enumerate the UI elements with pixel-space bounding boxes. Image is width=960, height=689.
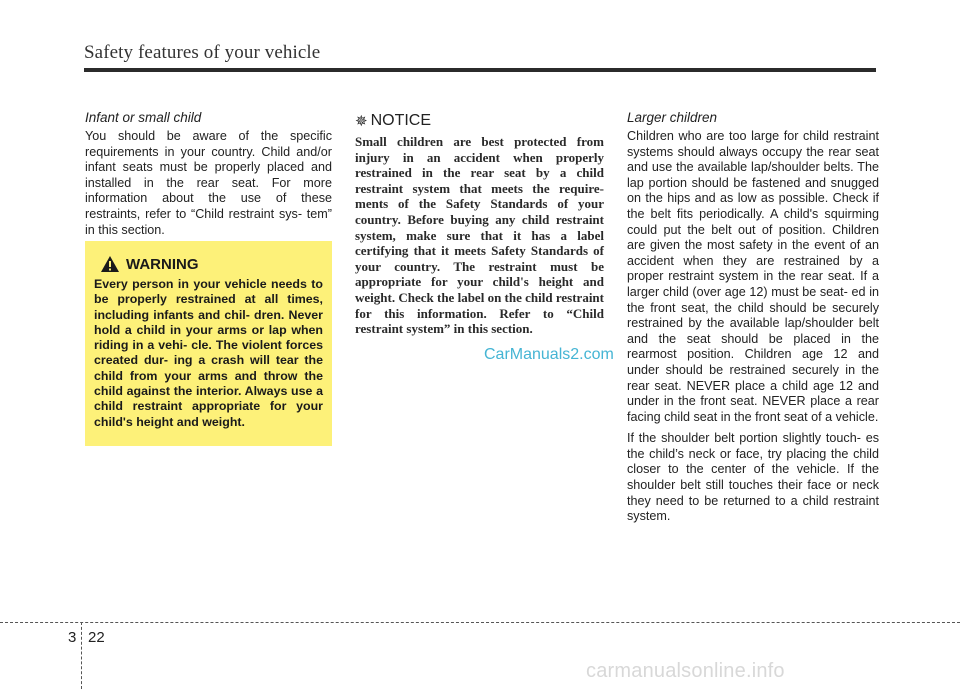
- column-notice: [355, 110, 604, 337]
- warning-box: [85, 241, 332, 446]
- larger-children-paragraph-2: If the shoulder belt portion slightly touch- es the child’s neck or face, try placing the child closer to the center of the vehicle. If the shoulder belt still touches their face or neck they need to be returned to a child restraint system.: [627, 431, 879, 524]
- footer-rule: [0, 622, 960, 623]
- column-larger-children: [627, 110, 879, 525]
- site-watermark: carmanualsonline.info: [586, 660, 785, 682]
- header-rule: [84, 68, 876, 72]
- warning-text: Every person in your vehicle needs to be properly restrained at all times, including infants and chil- dren. Never hold a child in your arms or lap when riding in a vehi- cle. The violent forces created dur- ing a crash will tear the child from your arms and throw the child against the interior. Always use a child restraint appropriate for your child's height and weight.: [94, 277, 323, 429]
- notice-header: [355, 112, 604, 130]
- page-number: 22: [88, 629, 105, 646]
- larger-children-paragraph-1: Children who are too large for child restraint systems should always occupy the rear seat and use the available lap/shoulder belts. The lap portion should be fastened and snugged on the hips and as low as possible. Check if the belt fits periodically. A child's squirming could put the belt out of position. Children are given the most safety in the event of an accident when they are restrained by a proper restraint system in the rear seat. If a larger child (over age 12) must be seat- ed in the front seat, the child should be securely restrained by the available lap/shoulder belt and the seat should be placed in the rearmost position. Children age 12 and under should be restrained securely in the rear seat. NEVER place a child age 12 and under in the front seat. NEVER place a rear facing child seat in the front seat of a vehicle.: [627, 129, 879, 424]
- subhead-larger-children: Larger children: [627, 110, 718, 125]
- asterisk-icon: ✵: [355, 113, 368, 130]
- notice-text: Small children are best protected from injury in an accident when properly restrained in the rear seat by a child restraint system that meets the require- ments of the Safety Standards of your country. Before buying any child restraint system, make sure that it has a label certifying that it meets Safety Standards of your country. The restraint must be appropriate for your child's height and weight. Check the label on the child restraint for this information. Refer to “Child restraint system” in this section.: [355, 134, 604, 337]
- chapter-number: 3: [68, 629, 77, 646]
- notice-title: NOTICE: [370, 112, 432, 129]
- infant-paragraph: You should be aware of the specific requirements in your country. Child and/or infant seats must be properly placed and installed in the rear seat. For more information about the use of these restraints, refer to “Child restraint sys- tem” in this section.: [85, 129, 332, 237]
- page-header-title: Safety features of your vehicle: [84, 42, 321, 63]
- warning-header: [94, 255, 323, 273]
- watermark-carmanuals: CarManuals2.com: [484, 346, 614, 363]
- warning-title: WARNING: [126, 255, 199, 273]
- column-infant: [85, 110, 332, 238]
- subhead-infant: Infant or small child: [85, 110, 202, 125]
- warning-triangle-icon: [100, 255, 120, 273]
- footer-divider: [81, 622, 82, 689]
